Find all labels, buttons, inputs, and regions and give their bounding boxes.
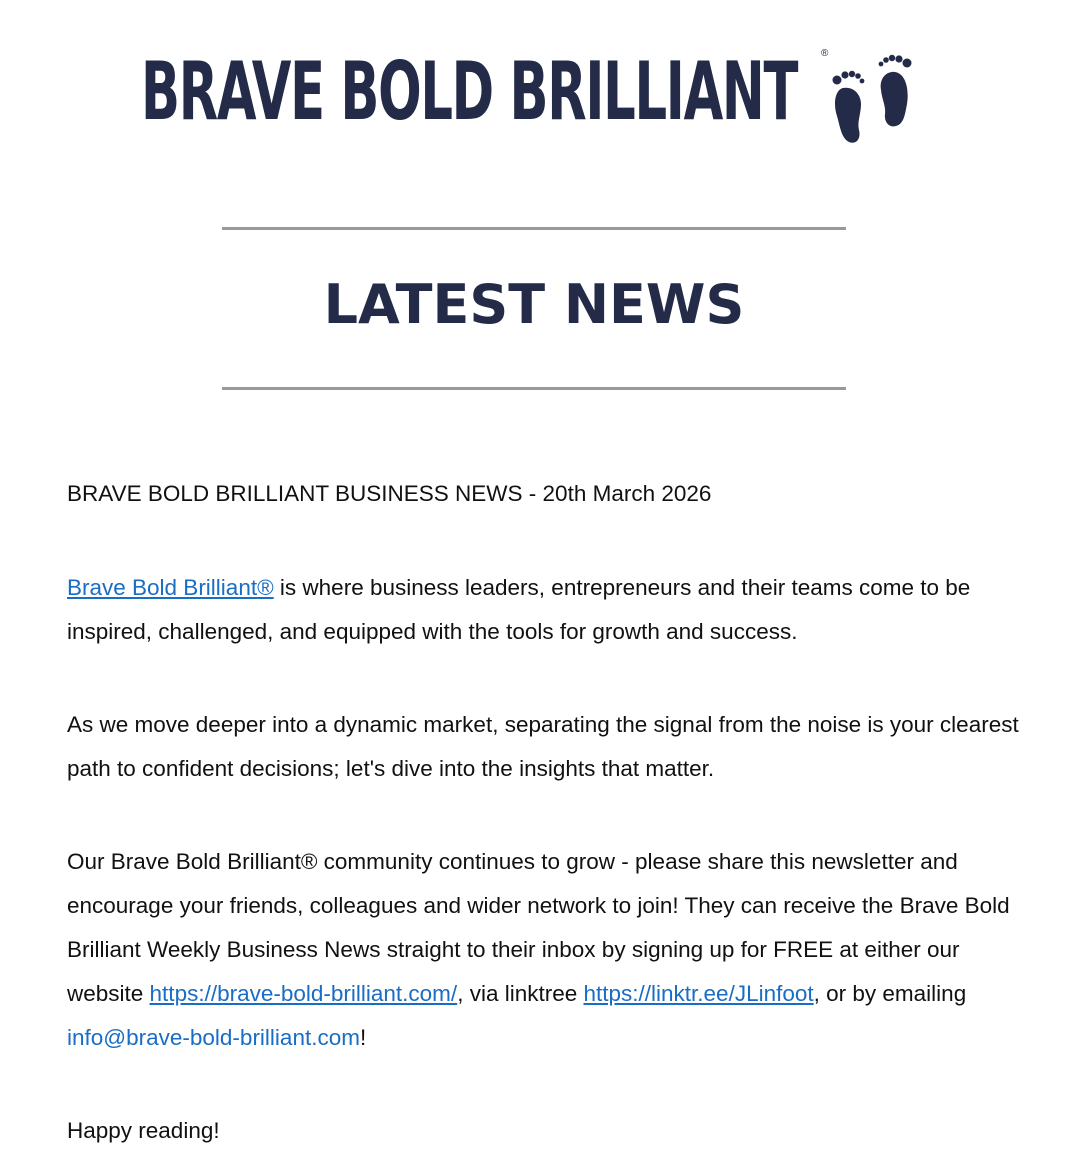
linktree-link[interactable]: https://linktr.ee/JLinfoot <box>583 981 814 1006</box>
community-paragraph <box>67 840 1027 1060</box>
banner-title: LATEST NEWS <box>323 273 745 336</box>
market-paragraph: As we move deeper into a dynamic market, separating the signal from the noise is your clearest path to confident decisions; let's dive into the insights that matter. <box>67 712 1019 781</box>
registered-mark: ® <box>821 48 829 59</box>
linktree-lead: , via linktree <box>457 981 584 1006</box>
community-text: Our Brave Bold Brilliant® community continues to grow - please share this newsletter and encourage your friends, colleagues and wider network to join! They can receive the Brave Bold Brilliant Weekly Business News straight to their inbox by signing up for FREE at either our website <box>67 849 1010 1006</box>
divider-bottom <box>222 387 846 390</box>
newsletter-headline: BRAVE BOLD BRILLIANT BUSINESS NEWS - 20th March 2026 <box>67 481 712 506</box>
divider-top <box>222 227 846 230</box>
intro-text: is where business leaders, entrepreneurs and their teams come to be inspired, challenged, and equipped with the tools for growth and success. <box>67 575 971 644</box>
brand-link[interactable]: Brave Bold Brilliant® <box>67 575 274 600</box>
intro-paragraph <box>67 566 1027 654</box>
email-link[interactable]: info@brave-bold-brilliant.com <box>67 1025 360 1050</box>
footprints-icon <box>829 54 915 144</box>
closing-line: Happy reading! <box>67 1118 220 1143</box>
community-end: ! <box>359 1025 367 1050</box>
website-link[interactable]: https://brave-bold-brilliant.com/ <box>149 981 458 1006</box>
logo-wordmark: BRAVE BOLD BRILLIANT <box>141 45 798 138</box>
email-lead: , or by emailing <box>813 981 967 1006</box>
brand-logo <box>141 44 921 148</box>
